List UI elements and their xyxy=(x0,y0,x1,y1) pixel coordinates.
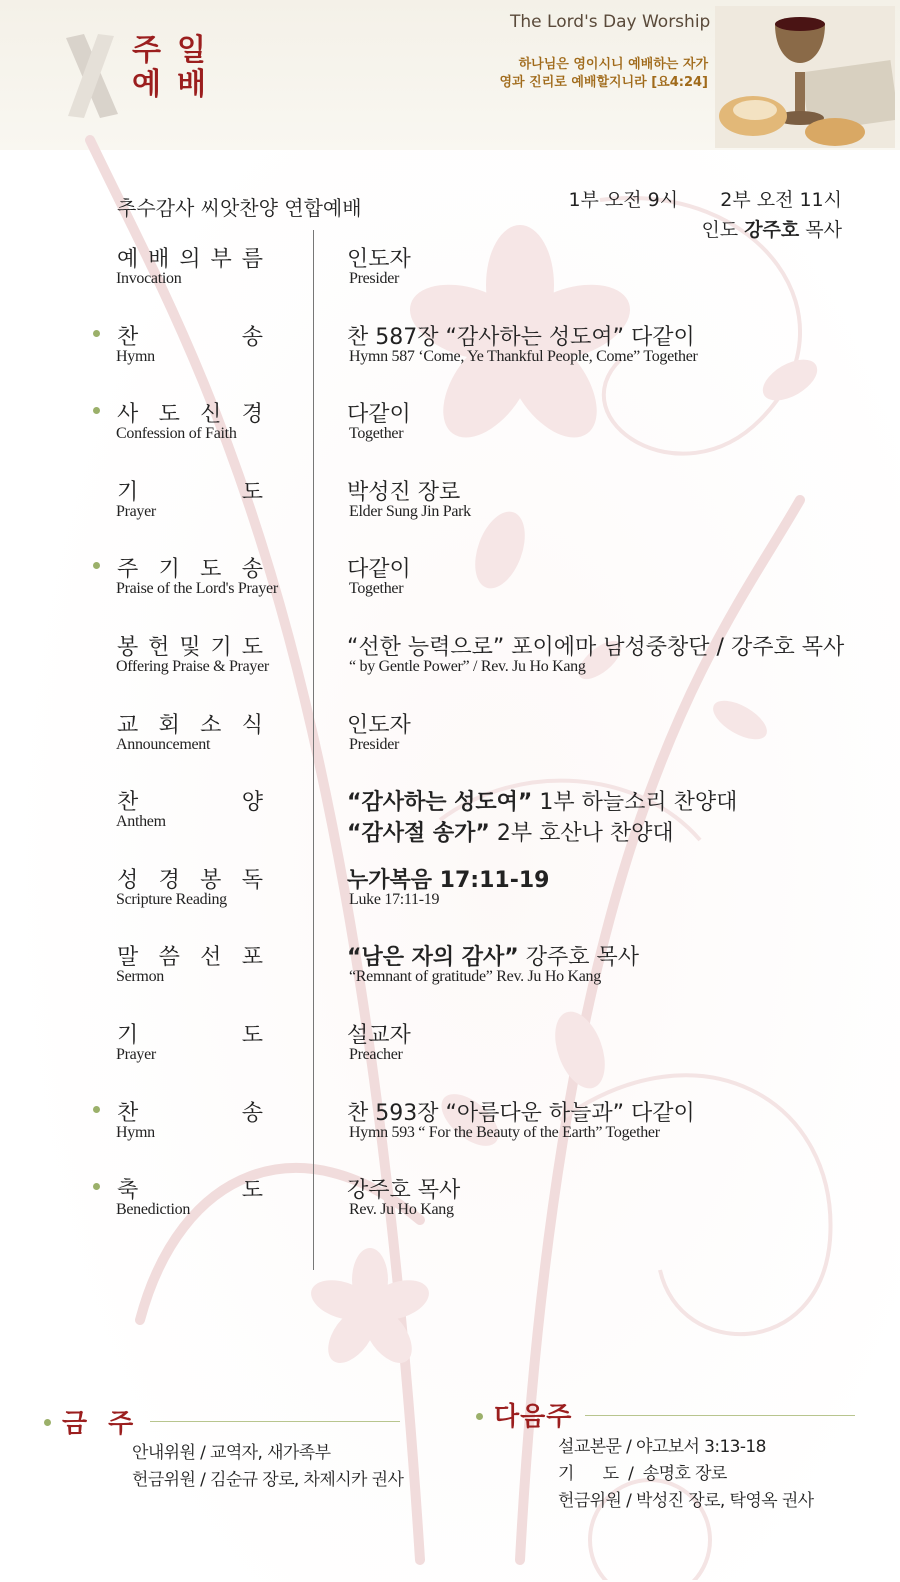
program-label-char: 부 xyxy=(210,247,232,272)
program-value-ko xyxy=(347,940,639,971)
program-bullet xyxy=(93,407,100,414)
program-value-text: 설교자 xyxy=(347,1023,411,1048)
program-label-char: 송 xyxy=(241,1100,263,1126)
program-label-en: Prayer xyxy=(116,502,156,520)
program-value-en: Presider xyxy=(349,735,400,753)
program-value-ko xyxy=(347,863,549,894)
program-value-emphasis: 누가복음 17:11-19 xyxy=(347,867,550,893)
program-value-ko xyxy=(347,1096,695,1127)
program-label-char: 주 xyxy=(117,557,139,583)
program-value-ko xyxy=(347,320,695,351)
presider-suffix: 목사 xyxy=(799,219,842,241)
program-label-ko xyxy=(117,863,263,894)
program-label-ko xyxy=(117,320,263,351)
program-label-ko xyxy=(117,1096,263,1127)
program-label-ko xyxy=(117,1173,263,1204)
program-label-char: 송 xyxy=(241,324,263,350)
program-label-char: 기 xyxy=(158,557,180,583)
program-row xyxy=(0,1016,900,1086)
program-value-text: 다같이 xyxy=(347,402,411,428)
logo-line-2: 예배 xyxy=(132,67,222,102)
program-row xyxy=(0,550,900,620)
program-label-char: 및 xyxy=(179,635,201,660)
program-value-en: Hymn 587 ‘Come, Ye Thankful People, Come” Together xyxy=(349,347,698,365)
program-label-en: Scripture Reading xyxy=(116,890,227,908)
program-row xyxy=(0,240,900,310)
program-label-char: 경 xyxy=(158,867,180,893)
program-label-en: Announcement xyxy=(116,735,211,753)
presider-prefix: 인도 xyxy=(701,219,745,241)
program-value-text: 강주호 목사 xyxy=(347,1178,461,1204)
program-label-ko xyxy=(117,475,263,506)
program-value-text: 인도자 xyxy=(347,712,411,738)
program-value-emphasis: “감사절 송가” xyxy=(347,821,490,847)
program-row xyxy=(0,938,900,1008)
program-row xyxy=(0,1094,900,1164)
program-value-text: 찬 593장 “아름다운 하늘과” 다같이 xyxy=(347,1100,695,1126)
program-row xyxy=(0,861,900,931)
program-label-char: 선 xyxy=(200,945,222,971)
logo-line-1: 주일 xyxy=(132,33,222,68)
program-label-char: 독 xyxy=(241,867,263,893)
verse-line-2: 영과 진리로 예배할지니라 [요4:24] xyxy=(499,75,708,90)
program-value-text: 찬 587장 “감사하는 성도여” 다같이 xyxy=(347,324,695,350)
english-title: The Lord's Day Worship xyxy=(510,12,711,32)
program-label-ko xyxy=(117,397,263,428)
program-label-char: 봉 xyxy=(117,635,139,660)
program-value-text: “선한 능력으로” 포이에마 남성중창단 / 강주호 목사 xyxy=(347,635,845,660)
program-label-en: Benediction xyxy=(116,1201,191,1219)
program-value-ko xyxy=(347,242,411,273)
program-label-en: Prayer xyxy=(116,1046,156,1063)
program-label-en: Sermon xyxy=(116,968,164,986)
program-label-ko xyxy=(117,242,263,273)
program-value-ko xyxy=(347,1173,460,1204)
program-label-char: 도 xyxy=(241,1178,263,1204)
program-value-en: Luke 17:11-19 xyxy=(349,890,440,908)
program-label-en: Hymn xyxy=(116,347,155,365)
program-value-emphasis: “남은 자의 감사” xyxy=(347,945,519,971)
program-label-char: 봉 xyxy=(200,867,222,893)
first-service-time: 1부 오전 9시 xyxy=(568,189,679,211)
next-week-bullet xyxy=(476,1413,483,1420)
program-label-char: 성 xyxy=(117,867,139,893)
program-label-char: 포 xyxy=(241,945,263,971)
program-value-en: Hymn 593 “ For the Beauty of the Earth” Together xyxy=(349,1123,660,1141)
program-row xyxy=(0,783,900,853)
worship-logo xyxy=(132,34,222,102)
program-label-ko xyxy=(117,1018,263,1049)
program-label-char: 양 xyxy=(241,790,263,816)
program-bullet xyxy=(93,330,100,337)
presider-name: 강주호 xyxy=(744,219,800,241)
program-label-char: 찬 xyxy=(117,324,139,350)
this-week-heading: 금 주 xyxy=(62,1409,140,1439)
program-value-en: Preacher xyxy=(349,1046,403,1063)
program-label-char: 기 xyxy=(117,479,139,505)
program-row xyxy=(0,706,900,776)
program-value-ko xyxy=(347,397,411,428)
this-week-line: 헌금위원 / 김순규 장로, 차제시카 권사 xyxy=(132,1470,404,1490)
program-value-text: 박성진 장로 xyxy=(347,479,461,505)
program-label-en: Invocation xyxy=(116,270,182,287)
this-week-rule xyxy=(150,1421,400,1422)
program-row xyxy=(0,1171,900,1241)
program-label-char: 도 xyxy=(241,1023,263,1048)
next-week-heading: 다음주 xyxy=(494,1402,573,1432)
program-value-text: 1부 하늘소리 찬양대 xyxy=(532,790,738,816)
program-label-char: 의 xyxy=(179,247,201,272)
this-week-details xyxy=(132,1440,403,1494)
program-label-char: 씀 xyxy=(158,945,180,971)
program-value-text: 다같이 xyxy=(347,557,411,583)
program-value-en: Together xyxy=(349,425,404,443)
this-week-line: 안내위원 / 교역자, 새가족부 xyxy=(132,1443,331,1463)
program-label-char: 예 xyxy=(117,247,139,272)
program-label-char: 사 xyxy=(117,402,139,428)
program-label-char: 기 xyxy=(117,1023,139,1048)
program-label-en: Praise of the Lord's Prayer xyxy=(116,580,278,598)
service-times xyxy=(568,185,842,245)
program-label-char: 말 xyxy=(117,945,139,971)
program-value-en: “ by Gentle Power” / Rev. Ju Ho Kang xyxy=(349,658,586,675)
program-label-en: Confession of Faith xyxy=(116,425,237,443)
program-label-char: 식 xyxy=(241,712,263,738)
program-label-char: 교 xyxy=(117,712,139,738)
program-label-char: 찬 xyxy=(117,1100,139,1126)
program-label-ko xyxy=(117,552,263,583)
next-week-line: 헌금위원 / 박성진 장로, 탁영옥 권사 xyxy=(558,1491,814,1511)
verse-line-1: 하나님은 영이시니 예배하는 자가 xyxy=(518,57,708,72)
program-value-en: Elder Sung Jin Park xyxy=(349,502,471,520)
program-bullet xyxy=(93,1106,100,1113)
program-value-en: Rev. Ju Ho Kang xyxy=(349,1201,454,1219)
program-bullet xyxy=(93,1183,100,1190)
program-label-char: 도 xyxy=(241,479,263,505)
next-week-rule xyxy=(585,1415,855,1416)
program-label-char: 축 xyxy=(117,1178,139,1204)
program-label-en: Offering Praise & Prayer xyxy=(116,658,269,675)
program-label-ko xyxy=(117,630,263,661)
communion-cup-bread-icon xyxy=(715,6,895,148)
program-label-char: 기 xyxy=(210,635,232,660)
program-label-char: 송 xyxy=(241,557,263,583)
program-label-char: 도 xyxy=(241,635,263,660)
program-value-ko xyxy=(347,630,844,661)
program-value-ko-second xyxy=(347,816,674,847)
service-time-row xyxy=(568,185,842,215)
program-bullet xyxy=(93,562,100,569)
program-label-ko xyxy=(117,785,263,816)
program-value-text: 인도자 xyxy=(347,247,411,272)
program-value-ko xyxy=(347,708,411,739)
program-value-ko xyxy=(347,1018,411,1049)
program-value-ko xyxy=(347,785,737,816)
next-week-line: 설교본문 / 야고보서 3:13-18 xyxy=(558,1437,766,1457)
cross-x-icon xyxy=(62,30,122,120)
program-label-ko xyxy=(117,708,263,739)
program-label-char: 배 xyxy=(148,247,170,272)
second-service-time: 2부 오전 11시 xyxy=(720,189,842,211)
program-label-en: Hymn xyxy=(116,1123,155,1141)
program-label-char: 헌 xyxy=(148,635,170,660)
program-value-text: 2부 호산나 찬양대 xyxy=(489,821,674,847)
program-label-char: 도 xyxy=(158,402,180,428)
program-row xyxy=(0,473,900,543)
program-label-char: 름 xyxy=(241,247,263,272)
program-label-char: 신 xyxy=(200,402,222,428)
this-week-bullet xyxy=(44,1419,51,1426)
program-label-char: 찬 xyxy=(117,790,139,816)
program-value-text: 강주호 목사 xyxy=(518,945,639,971)
service-title: 추수감사 씨앗찬양 연합예배 xyxy=(117,196,362,220)
program-value-en: Together xyxy=(349,580,404,598)
next-week-details xyxy=(558,1434,813,1515)
program-label-char: 회 xyxy=(158,712,180,738)
program-value-en: “Remnant of gratitude” Rev. Ju Ho Kang xyxy=(349,968,601,986)
program-label-char: 도 xyxy=(200,557,222,583)
program-row xyxy=(0,628,900,698)
program-label-char: 경 xyxy=(241,402,263,428)
program-value-emphasis: “감사하는 성도여” xyxy=(347,790,533,816)
program-label-ko xyxy=(117,940,263,971)
program-value-ko xyxy=(347,552,411,583)
next-week-line: 기 도 / 송명호 장로 xyxy=(558,1464,727,1484)
scripture-verse xyxy=(500,56,709,92)
program-label-en: Anthem xyxy=(116,813,166,831)
program-value-en: Presider xyxy=(349,270,400,287)
program-value-ko xyxy=(347,475,460,506)
program-label-char: 소 xyxy=(200,712,222,738)
program-row xyxy=(0,395,900,465)
program-row xyxy=(0,318,900,388)
